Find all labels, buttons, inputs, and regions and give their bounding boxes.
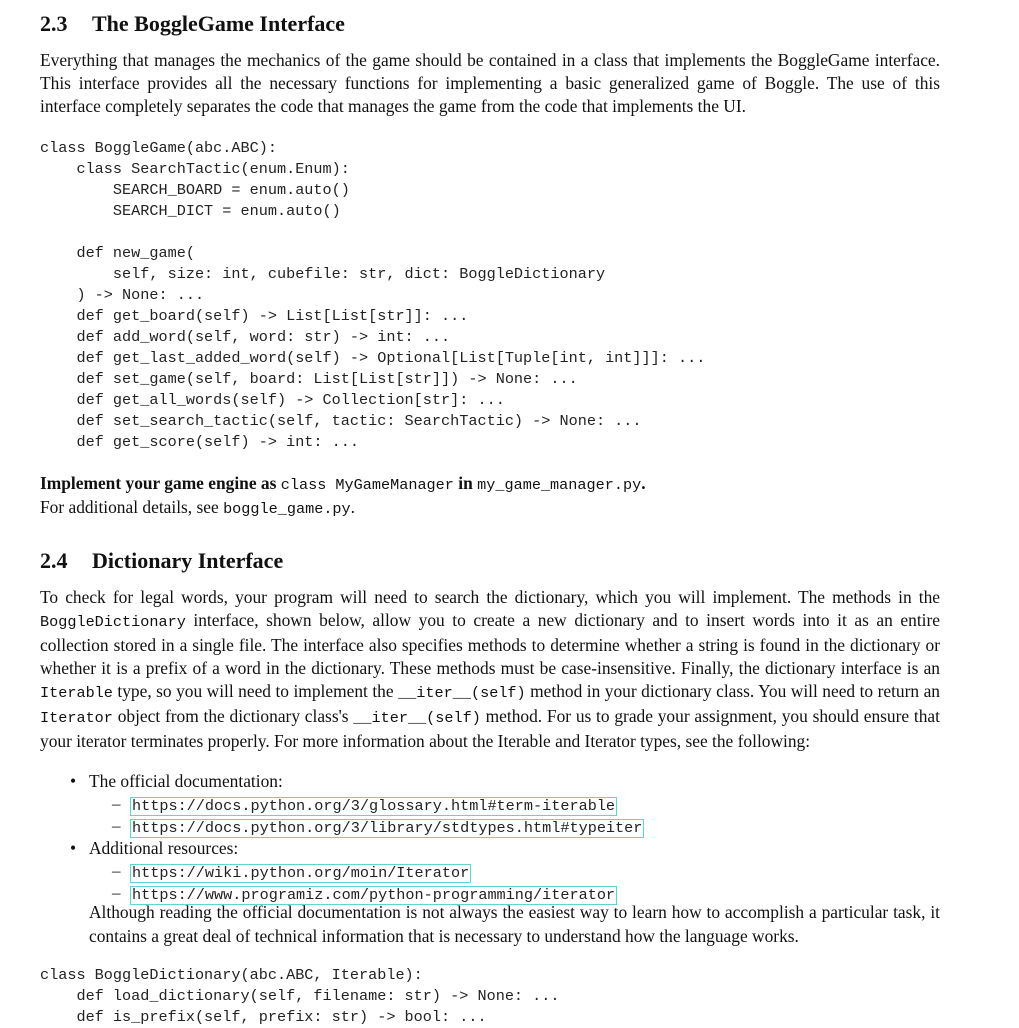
bullet-label: Additional resources:: [89, 838, 239, 858]
code-run: Iterator: [40, 709, 113, 727]
code-run: Iterable: [40, 684, 113, 702]
list-item: [40, 793, 940, 815]
list-item: [40, 770, 940, 837]
link-glossary-iterable[interactable]: https://docs.python.org/3/glossary.html#term-iterable: [132, 797, 616, 815]
boggle-dictionary-code-block: class BoggleDictionary(abc.ABC, Iterable): def load_dictionary(self, filename: str) -> None: ... def is_prefix(self, prefix: str) -> bool: ...: [40, 966, 560, 1026]
list-item: [40, 837, 940, 904]
implement-class: class MyGameManager: [280, 476, 454, 494]
section-number: 2.3: [40, 11, 68, 36]
section-heading-2-3: [40, 10, 940, 38]
boggle-game-code-block: class BoggleGame(abc.ABC): class SearchTactic(enum.Enum): SEARCH_BOARD = enum.auto() SEARCH_DICT = enum.auto() def new_game( self, size: int, cubefile: str, dict: BoggleDictionary ) -> None: ... def get_board(self) -> List[List[str]]: ... def add_word(self, word: str) -> int: ... def get_last_added_word(self) -> Optional[List[Tuple[int, int]]]: ... def set_game(self, board: List[List[str]]) -> None: ... def get_all_words(self) -> Collection[str]: ... def set_search_tactic(self, tactic: SearchTactic) -> None: ... def get_score(self) -> int: ...: [40, 139, 706, 451]
text-run: To check for legal words, your program will need to search the dictionary, which you will implement. The methods in the: [40, 587, 940, 607]
section-title: The BoggleGame Interface: [92, 11, 345, 36]
bullet-label: The official documentation:: [89, 771, 283, 791]
section-title: Dictionary Interface: [92, 548, 284, 573]
dash-icon: –: [112, 794, 121, 813]
link-list: [40, 793, 940, 837]
link-programiz-iterator[interactable]: https://www.programiz.com/python-programming/iterator: [132, 886, 616, 904]
code-run: BoggleDictionary: [40, 613, 186, 631]
link-stdtypes-typeiter[interactable]: https://docs.python.org/3/library/stdtypes.html#typeiter: [132, 819, 643, 837]
section-number: 2.4: [40, 548, 68, 573]
link-list: [40, 860, 940, 904]
documentation-note: Although reading the official documentation is not always the easiest way to learn how to accomplish a particular task, it contains a great deal of technical information that is necessary to understand how the language works.: [89, 902, 940, 946]
bullet-icon: •: [70, 771, 77, 791]
details-file: boggle_game.py: [223, 500, 351, 518]
dictionary-paragraph: [40, 586, 940, 753]
bullet-icon: •: [70, 838, 77, 858]
dash-icon: –: [112, 883, 121, 902]
details-line: [40, 496, 940, 521]
text-run: type, so you will need to implement the: [117, 681, 394, 701]
dash-icon: –: [112, 861, 121, 880]
dash-icon: –: [112, 816, 121, 835]
intro-paragraph: Everything that manages the mechanics of the game should be contained in a class that implements the BoggleGame interface. This interface provides all the necessary functions for implementing a basic generalized game of Boggle. The use of this interface completely separates the code that manages the game from the code that implements the UI.: [40, 50, 940, 116]
implement-line: [40, 472, 940, 497]
resource-list: [40, 770, 940, 904]
implement-period: .: [641, 473, 646, 493]
details-prefix: For additional details, see: [40, 497, 219, 517]
text-run: interface, shown below, allow you to create a new dictionary and to insert words into it as an entire collection stored in a single file. The interface also specifies methods to determine whether a string is found in the dictionary or whether it is a prefix of a word in the dictionary. These methods must be case-insensitive. Finally, the dictionary interface is an: [40, 610, 940, 678]
details-period: .: [350, 497, 356, 517]
section-heading-2-4: [40, 547, 940, 575]
implement-prefix: Implement your game engine as: [40, 473, 277, 493]
list-item: [40, 860, 940, 882]
text-run: object from the dictionary class's: [117, 706, 349, 726]
code-run: __iter__(self): [353, 709, 481, 727]
implement-in: in: [458, 473, 473, 493]
implement-file: my_game_manager.py: [477, 476, 642, 494]
text-run: method in your dictionary class. You will need to return an: [530, 681, 940, 701]
list-item: [40, 815, 940, 837]
code-run: __iter__(self): [398, 684, 526, 702]
link-wiki-iterator[interactable]: https://wiki.python.org/moin/Iterator: [132, 864, 470, 882]
text-run: method. For us to grade your assignment, you should ensure that your iterator terminates properly. For more information about the Iterable and Iterator types, see the following:: [40, 706, 940, 751]
